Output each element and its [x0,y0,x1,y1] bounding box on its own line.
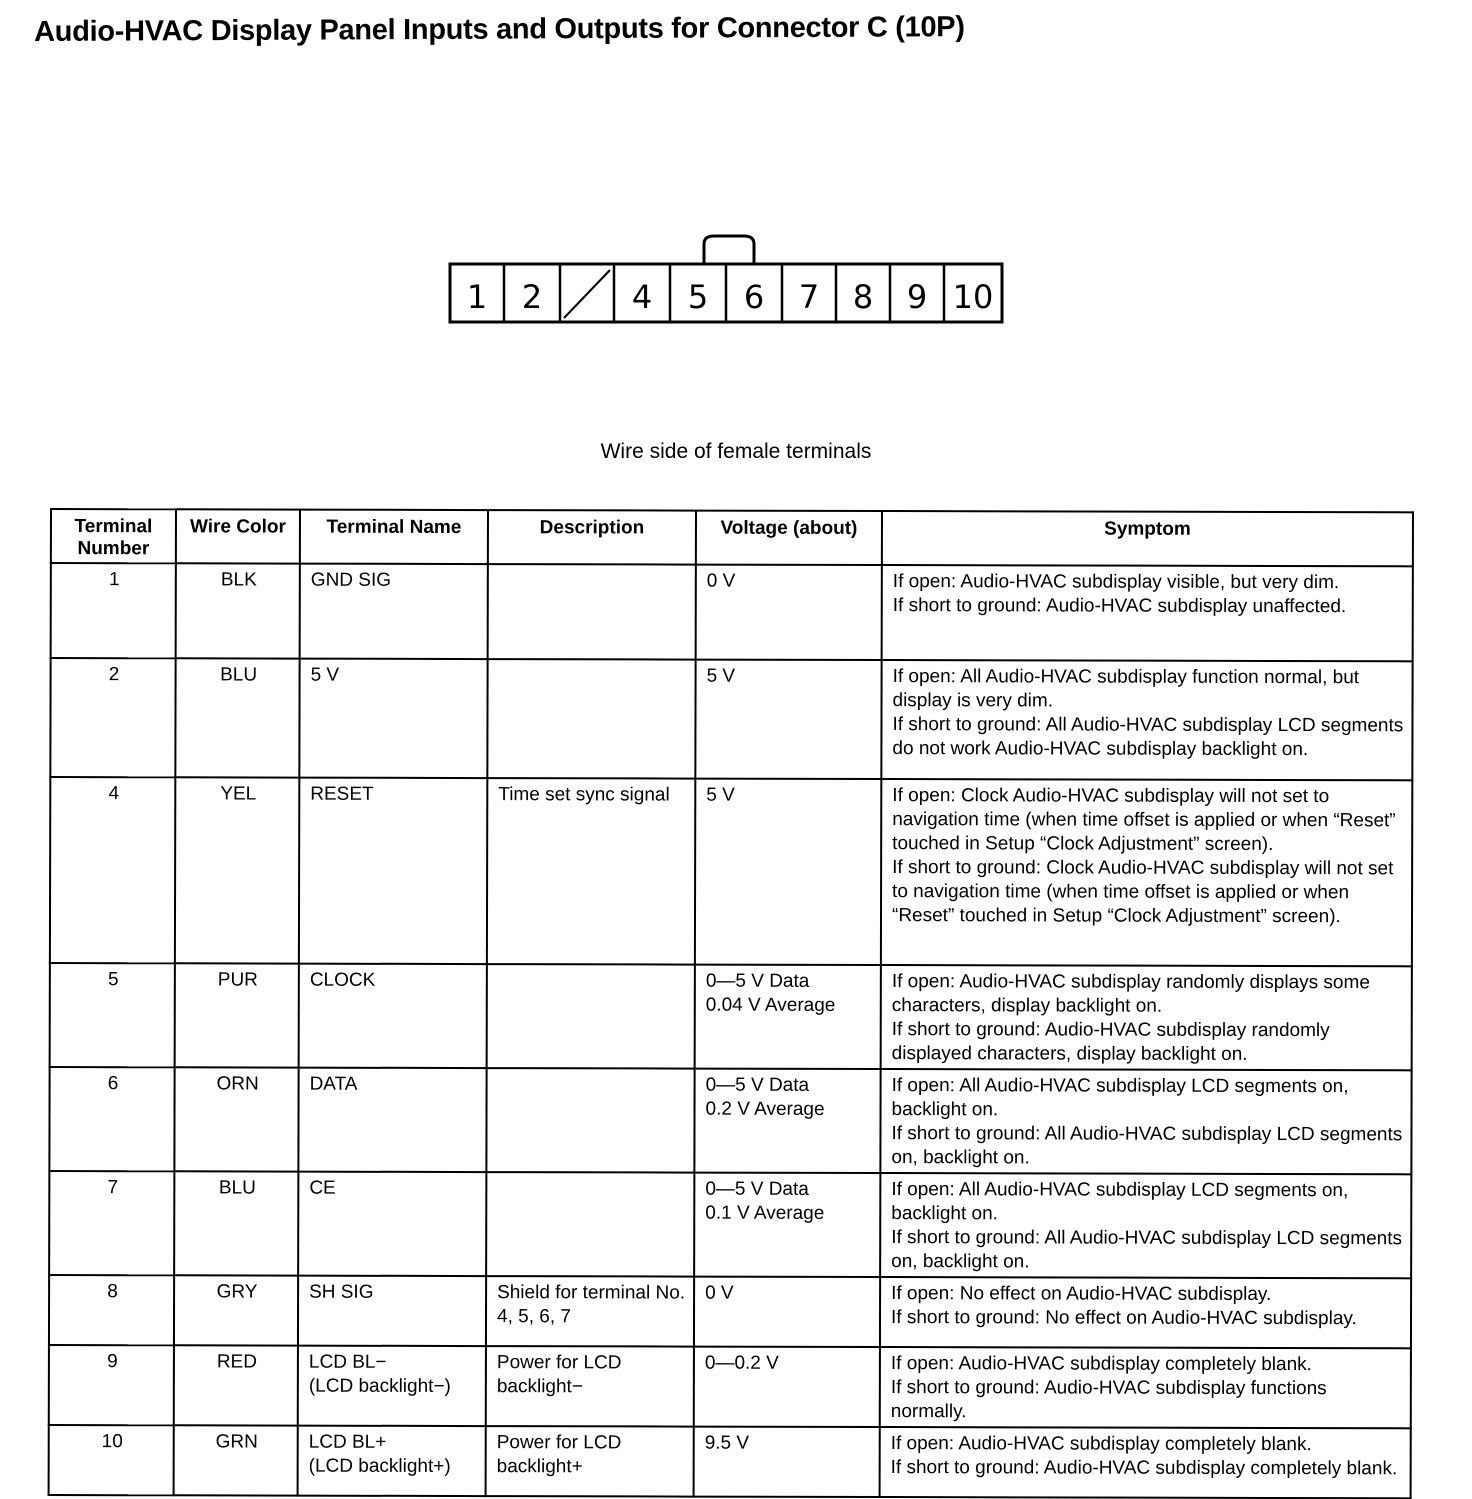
cell-wire-color: BLU [175,658,299,777]
cell-terminal-name [300,564,488,659]
cell-symptom [880,1069,1411,1174]
terminal-name-text: LCD BL− (LCD backlight−) [308,1351,451,1397]
symptom-short: If short to ground: Audio-HVAC subdisplay unaffected. [892,595,1347,618]
pin-4: 4 [631,278,653,316]
table-row [49,1425,1411,1498]
cell-description [487,964,695,1069]
cell-terminal: 10 [49,1425,174,1495]
table-row [50,963,1412,1070]
cell-terminal: 1 [51,563,176,658]
cell-terminal-name [298,1276,486,1346]
cell-symptom [881,779,1412,966]
terminal-name-text: CE [309,1177,336,1199]
pin-7: 7 [798,278,820,316]
symptom-open: If open: Audio-HVAC subdisplay visible, but very dim. [892,571,1340,594]
header-symptom: Symptom [882,511,1413,566]
table-row [51,563,1413,661]
cell-terminal-name [299,778,487,964]
cell-symptom [881,965,1412,1070]
cell-wire-color: PUR [175,963,299,1067]
table-row [49,1171,1411,1278]
cell-voltage [695,660,881,779]
cell-wire-color: BLU [174,1171,298,1275]
header-terminal-name: Terminal Name [300,510,488,564]
symptom-short: If short to ground: Audio-HVAC subdisplay randomly displayed characters, display backlight on. [891,1019,1330,1065]
symptom-short: If short to ground: Audio-HVAC subdisplay functions normally. [890,1377,1327,1423]
terminal-name-text: RESET [310,783,374,805]
terminal-name-text: DATA [309,1073,358,1095]
cell-symptom [880,1347,1411,1428]
table-row [49,1067,1411,1174]
voltage-text: 9.5 V [704,1432,750,1454]
connector-diagram [448,232,1008,328]
table-row [50,777,1412,966]
cell-description: Power for LCD backlight+ [486,1426,694,1497]
voltage-text: 0 V [705,1282,734,1304]
voltage-text: 0—5 V Data 0.04 V Average [705,970,836,1016]
cell-terminal: 9 [49,1345,174,1425]
voltage-text: 5 V [706,665,736,687]
cell-terminal-name [298,1068,486,1172]
cell-symptom [881,660,1412,780]
cell-voltage [694,1427,880,1497]
cell-symptom [882,565,1413,661]
cell-wire-color: YEL [175,777,299,963]
table-row [50,658,1412,780]
connector-caption: Wire side of female terminals [600,440,872,463]
voltage-text: 0—5 V Data 0.1 V Average [705,1178,825,1224]
header-wire-color: Wire Color [176,509,300,563]
symptom-open: If open: Clock Audio-HVAC subdisplay will not set to navigation time (when time offset is applied or when “Reset” touched in Setup “Clock Adjustment” screen). [892,785,1396,855]
cell-terminal: 8 [49,1275,174,1345]
terminal-name-text: 5 V [310,664,340,686]
terminal-name-text: GND SIG [310,569,392,591]
symptom-short: If short to ground: All Audio-HVAC subdisplay LCD segments on, backlight on. [891,1227,1403,1273]
cell-description: Power for LCD backlight− [486,1346,694,1427]
cell-symptom [880,1277,1411,1348]
pin-1: 1 [466,278,488,316]
cell-voltage [695,965,881,1069]
pin-2: 2 [521,278,543,316]
symptom-open: If open: All Audio-HVAC subdisplay function normal, but display is very dim. [892,666,1360,712]
cell-description [486,1172,694,1277]
header-voltage: Voltage (about) [696,511,882,565]
cell-terminal-name [298,1346,486,1426]
cell-description: Shield for terminal No. 4, 5, 6, 7 [486,1276,694,1347]
page-title: Audio-HVAC Display Panel Inputs and Outputs for Connector C (10P) [34,11,965,48]
table-row [49,1345,1411,1428]
cell-voltage [694,1069,880,1173]
terminal-name-text: SH SIG [309,1281,374,1303]
voltage-text: 0—5 V Data 0.2 V Average [705,1074,825,1120]
symptom-short: If short to ground: All Audio-HVAC subdisplay LCD segments do not work Audio-HVAC subdisplay backlight on. [892,714,1404,761]
pin-8: 8 [852,278,874,316]
voltage-text: 0—0.2 V [704,1352,779,1374]
symptom-short: If short to ground: Clock Audio-HVAC subdisplay will not set to navigation time (when time offset is applied or when “Reset” touched in Setup “Clock Adjustment” screen). [891,857,1394,928]
cell-terminal-name [298,1172,486,1276]
pin-6: 6 [743,278,765,316]
symptom-short: If short to ground: No effect on Audio-HVAC subdisplay. [890,1307,1357,1330]
symptom-open: If open: All Audio-HVAC subdisplay LCD segments on, backlight on. [891,1179,1349,1225]
cell-voltage [694,1173,880,1277]
pin-5: 5 [687,278,709,316]
cell-symptom [880,1427,1411,1498]
cell-wire-color: GRY [174,1275,298,1345]
cell-terminal: 7 [49,1171,174,1275]
voltage-text: 0 V [706,570,736,592]
cell-wire-color: GRN [174,1425,298,1495]
symptom-short: If short to ground: All Audio-HVAC subdisplay LCD segments on, backlight on. [891,1123,1403,1169]
symptom-open: If open: All Audio-HVAC subdisplay LCD segments on, backlight on. [891,1075,1349,1121]
cell-terminal-name [299,659,487,778]
cell-description: Time set sync signal [487,778,695,965]
voltage-text: 5 V [706,784,735,806]
symptom-open: If open: Audio-HVAC subdisplay randomly displays some characters, display backlight on. [891,971,1370,1017]
cell-wire-color: ORN [174,1067,298,1171]
cell-terminal-name [299,964,487,1068]
cell-terminal: 5 [50,963,175,1067]
symptom-short: If short to ground: Audio-HVAC subdisplay completely blank. [890,1457,1398,1480]
symptom-open: If open: No effect on Audio-HVAC subdisplay. [891,1283,1272,1305]
terminal-name-text: LCD BL+ (LCD backlight+) [308,1431,451,1477]
table-row [49,1275,1411,1348]
pin-10: 10 [952,278,994,316]
cell-voltage [694,1347,880,1427]
io-table [48,508,1414,1499]
cell-terminal: 2 [50,658,175,777]
cell-description [488,564,696,660]
cell-terminal: 6 [49,1067,174,1171]
cell-description [486,1068,694,1173]
terminal-name-text: CLOCK [309,969,376,991]
header-terminal-number: Terminal Number [51,509,176,563]
symptom-open: If open: Audio-HVAC subdisplay completely blank. [890,1433,1312,1456]
cell-voltage [695,779,881,965]
header-description: Description [488,510,696,565]
cell-voltage [694,1277,880,1347]
cell-symptom [880,1173,1411,1278]
cell-wire-color: RED [174,1345,298,1425]
cell-voltage [696,565,882,660]
pin-9: 9 [906,278,928,316]
table-header-row [51,509,1413,566]
symptom-open: If open: Audio-HVAC subdisplay completely blank. [890,1353,1312,1376]
cell-wire-color: BLK [176,563,300,658]
cell-terminal: 4 [50,777,175,963]
cell-terminal-name [298,1426,486,1496]
cell-description [487,659,695,779]
